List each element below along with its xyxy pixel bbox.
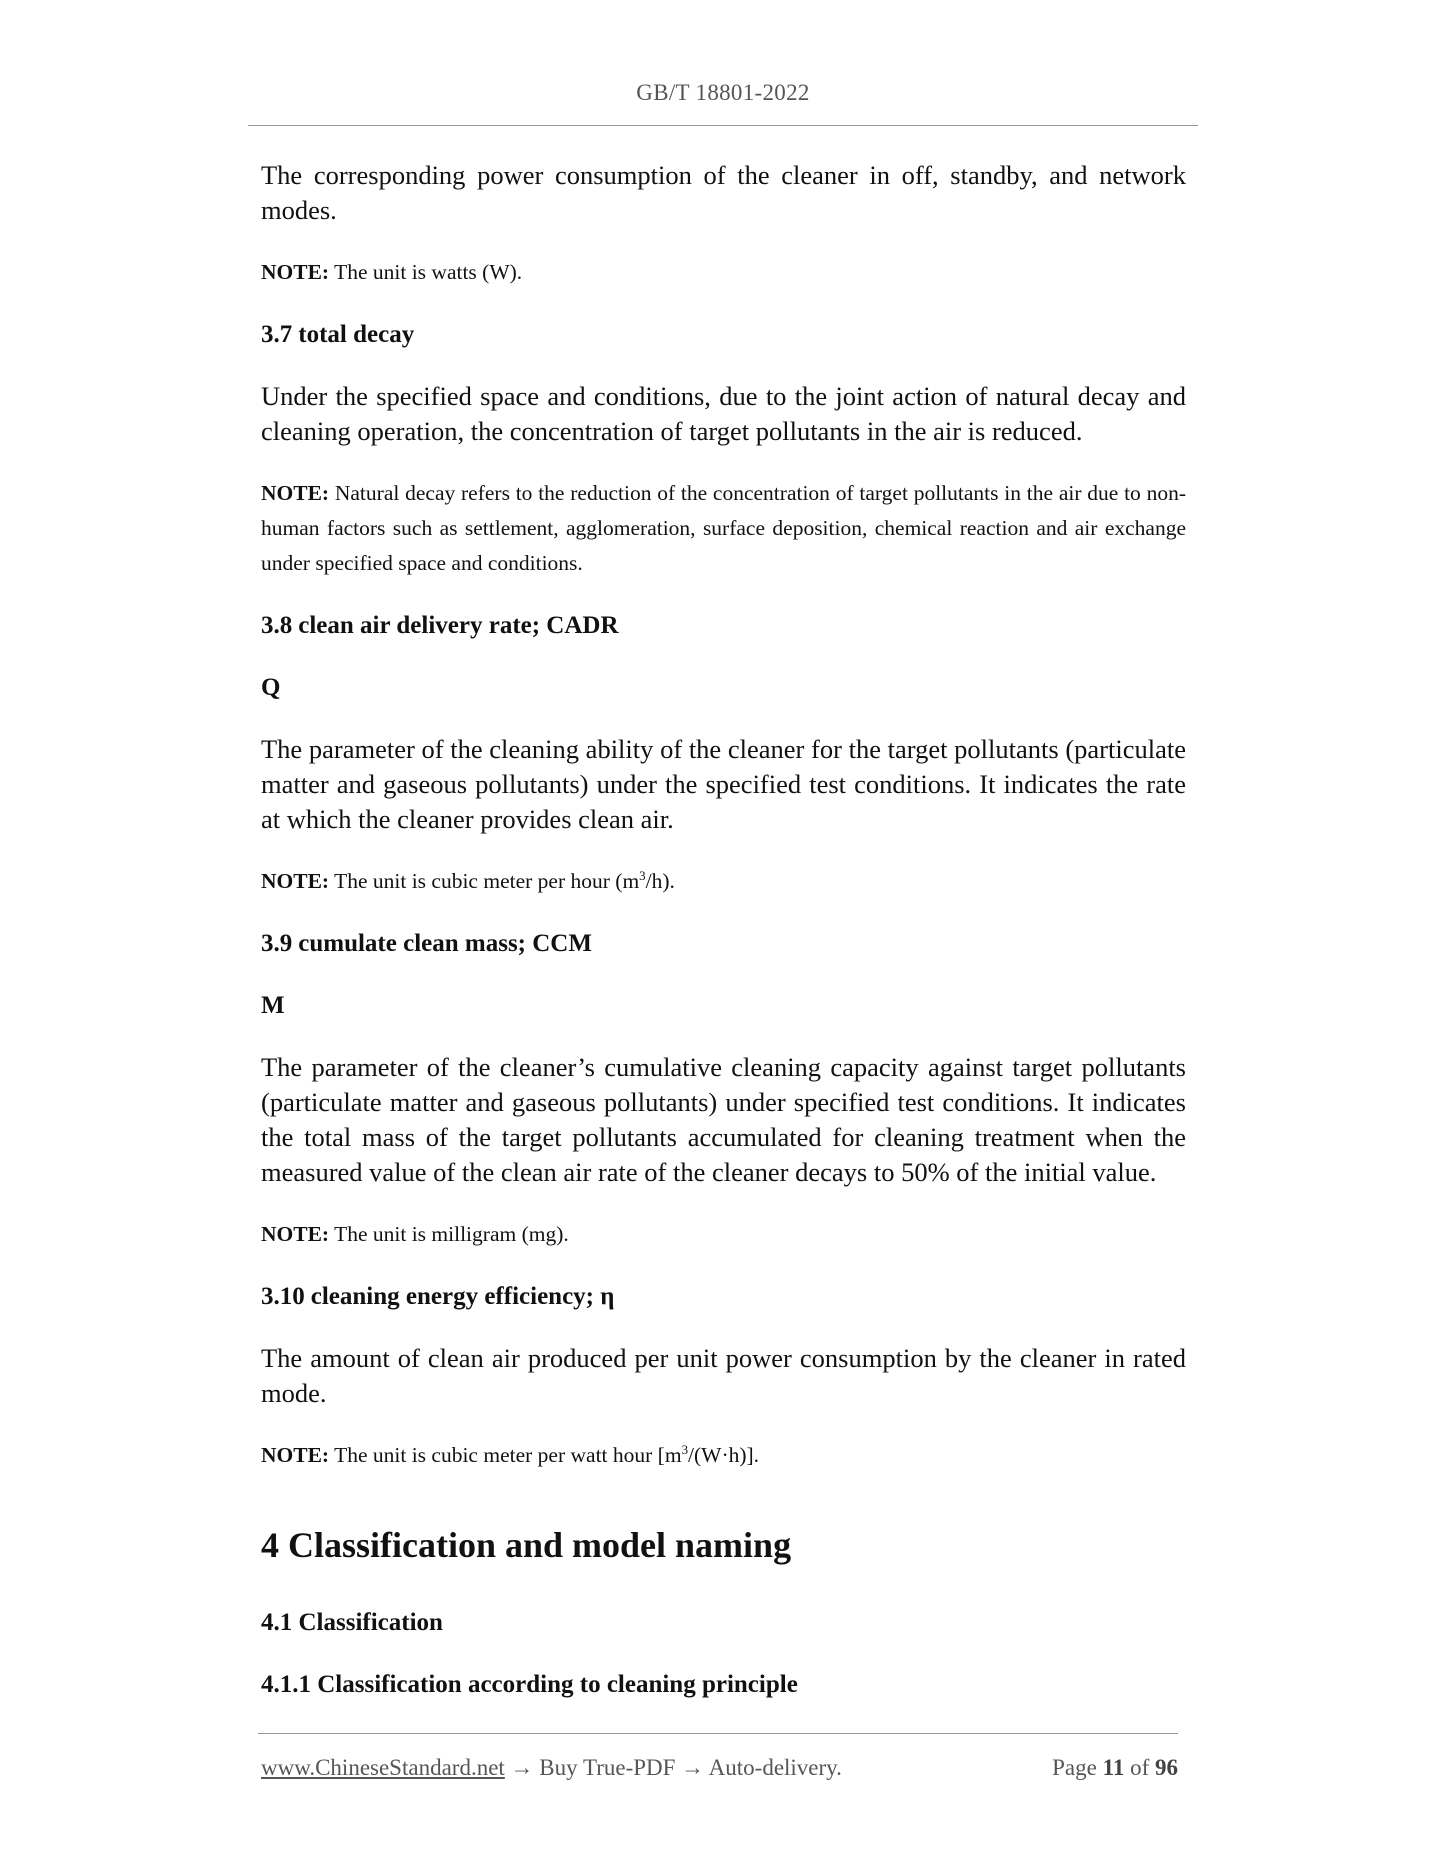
document-body xyxy=(261,158,1186,1729)
term-3-9-symbol: M xyxy=(261,992,285,1019)
superscript: 3 xyxy=(639,868,646,883)
term-number: 3.7 xyxy=(261,321,293,348)
note-ccm-unit xyxy=(261,1217,1186,1252)
note-text-end: /(W·h)]. xyxy=(688,1443,760,1467)
note-text: The unit is milligram (mg). xyxy=(329,1222,569,1246)
note-watts xyxy=(261,255,1186,290)
note-text: The unit is cubic meter per hour (m xyxy=(329,869,640,893)
note-label: NOTE: xyxy=(261,1222,330,1246)
note-label: NOTE: xyxy=(261,481,330,505)
term-3-9-definition: The parameter of the cleaner’s cumulative cleaning capacity against target pollutants (particulate matter and gaseous pollutants) under specified test conditions. It indicates the total mass of the target pollutants accumulated for cleaning treatment when the measured value of the clean air rate of the cleaner decays to 50% of the initial value. xyxy=(261,1052,1186,1187)
website-link[interactable]: www.ChineseStandard.net xyxy=(261,1755,505,1780)
page-footer xyxy=(261,1755,1178,1781)
note-text-end: /h). xyxy=(645,869,675,893)
header-divider xyxy=(248,125,1198,126)
term-3-10-heading xyxy=(261,1279,1186,1314)
term-number: 3.10 xyxy=(261,1283,305,1310)
term-3-10-definition: The amount of clean air produced per unit power consumption by the cleaner in rated mode. xyxy=(261,1343,1186,1408)
note-efficiency-unit xyxy=(261,1438,1186,1473)
note-label: NOTE: xyxy=(261,1443,330,1467)
note-text: Natural decay refers to the reduction of the concentration of target pollutants in the air due to non-human factors such as settlement, agglomeration, surface deposition, chemical reaction and air exchange under specified space and conditions. xyxy=(261,481,1186,575)
term-3-8-symbol: Q xyxy=(261,674,281,701)
term-title: cumulate clean mass; CCM xyxy=(298,930,592,957)
intro-paragraph: The corresponding power consumption of the cleaner in off, standby, and network modes. xyxy=(261,160,1186,225)
note-text: The unit is cubic meter per watt hour [m xyxy=(329,1443,682,1467)
term-title: cleaning energy efficiency; η xyxy=(310,1283,615,1310)
term-3-7-heading xyxy=(261,317,1186,352)
term-3-8-heading xyxy=(261,608,1186,643)
term-number: 3.9 xyxy=(261,930,293,957)
page-header: GB/T 18801-2022 xyxy=(636,80,810,105)
term-3-7-definition: Under the specified space and conditions, due to the joint action of natural decay and cleaning operation, the concentration of target pollutants in the air is reduced. xyxy=(261,381,1186,446)
section-4-1-heading: 4.1 Classification xyxy=(261,1609,443,1636)
chapter-4-heading: 4 Classification and model naming xyxy=(261,1525,792,1565)
section-4-1-1-heading: 4.1.1 Classification according to cleaning principle xyxy=(261,1671,798,1698)
promo-text: → Buy True-PDF → Auto-delivery. xyxy=(504,1755,842,1780)
note-natural-decay xyxy=(261,476,1186,581)
superscript: 3 xyxy=(681,1442,689,1457)
term-3-9-heading xyxy=(261,926,1186,961)
page-number: 11 xyxy=(1102,1755,1125,1780)
total-pages: 96 xyxy=(1155,1755,1178,1780)
note-label: NOTE: xyxy=(261,260,330,284)
note-text: The unit is watts (W). xyxy=(329,260,523,284)
of-word: of xyxy=(1130,1755,1150,1780)
page-indicator xyxy=(1052,1755,1178,1781)
term-title: clean air delivery rate; CADR xyxy=(298,612,619,639)
note-label: NOTE: xyxy=(261,869,330,893)
term-title: total decay xyxy=(298,321,415,348)
note-cadr-unit xyxy=(261,864,1186,899)
term-number: 3.8 xyxy=(261,612,293,639)
footer-divider xyxy=(258,1733,1178,1734)
footer-promo xyxy=(261,1755,842,1781)
page-word: Page xyxy=(1052,1755,1097,1780)
term-3-8-definition: The parameter of the cleaning ability of the cleaner for the target pollutants (particulate matter and gaseous pollutants) under the specified test conditions. It indicates the rate at which the cleaner provides clean air. xyxy=(261,734,1186,834)
